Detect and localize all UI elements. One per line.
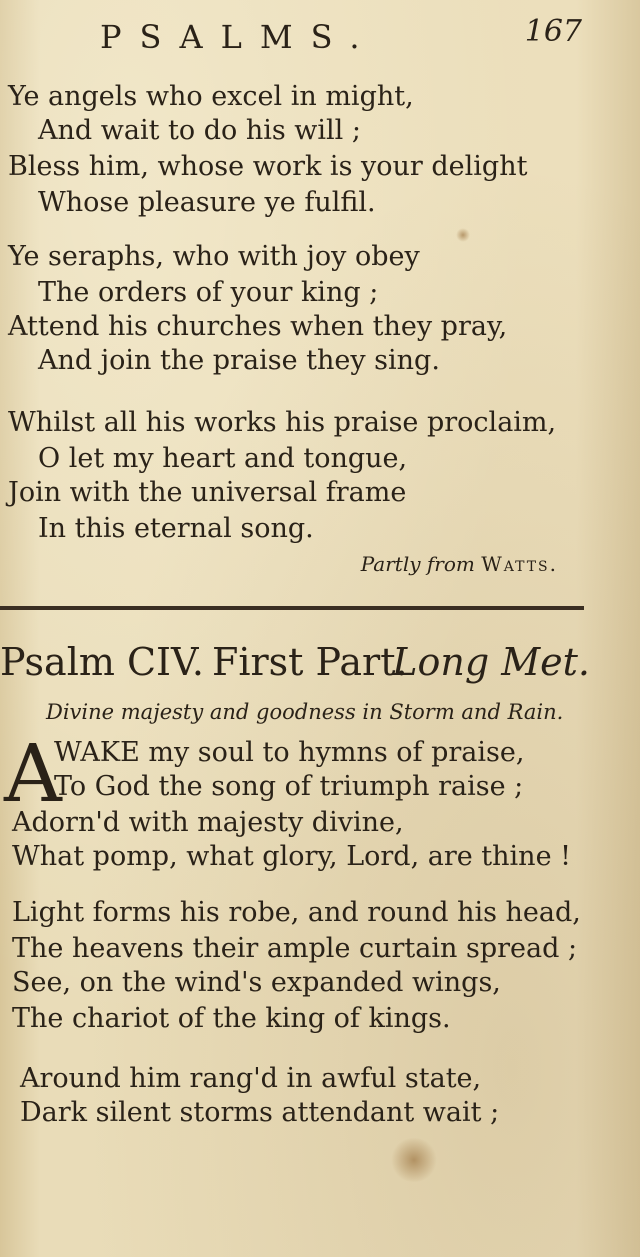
verse-line: Join with the universal frame <box>8 477 407 508</box>
page-stain <box>456 228 470 242</box>
attribution-prefix: Partly from <box>360 552 475 576</box>
psalm-part: First Part. <box>212 640 408 684</box>
verse-line: O let my heart and tongue, <box>38 443 408 474</box>
verse-line: Whose pleasure ye fulfil. <box>38 187 376 218</box>
attribution-author: Watts. <box>481 552 558 576</box>
verse-line: Light forms his robe, and round his head, <box>12 897 581 928</box>
verse-line: Attend his churches when they pray, <box>8 311 508 342</box>
verse-line: Whilst all his works his praise proclaim, <box>8 407 557 438</box>
section-rule <box>0 606 584 610</box>
verse-line: And join the praise they sing. <box>38 345 440 376</box>
page-number: 167 <box>524 14 582 49</box>
verse-line: And wait to do his will ; <box>38 115 361 146</box>
psalm-meter: Long Met. <box>392 640 590 684</box>
verse-line: To God the song of triumph raise ; <box>54 771 524 802</box>
verse-line: Bless him, whose work is your delight <box>8 151 528 182</box>
drop-cap: A <box>4 727 62 820</box>
psalm-subtitle: Divine majesty and goodness in Storm and Rain. <box>46 700 564 724</box>
verse-line: The heavens their ample curtain spread ; <box>12 933 578 964</box>
verse-line: Adorn'd with majesty divine, <box>12 807 404 838</box>
verse-line: Around him rang'd in awful state, <box>20 1063 482 1094</box>
psalm-title: Psalm CIV. <box>0 640 204 684</box>
verse-line: Ye seraphs, who with joy obey <box>8 241 420 272</box>
verse-line: Dark silent storms attendant wait ; <box>20 1097 500 1128</box>
verse-line: The orders of your king ; <box>38 277 379 308</box>
verse-line: The chariot of the king of kings. <box>12 1003 451 1034</box>
verse-line: WAKE my soul to hymns of praise, <box>54 737 525 768</box>
verse-line: See, on the wind's expanded wings, <box>12 967 501 998</box>
verse-line: In this eternal song. <box>38 513 314 544</box>
page-stain <box>390 1138 438 1182</box>
verse-line: What pomp, what glory, Lord, are thine ! <box>12 841 571 872</box>
running-head: PSALMS. <box>100 18 378 56</box>
verse-line: Ye angels who excel in might, <box>8 81 414 112</box>
attribution <box>361 552 558 576</box>
